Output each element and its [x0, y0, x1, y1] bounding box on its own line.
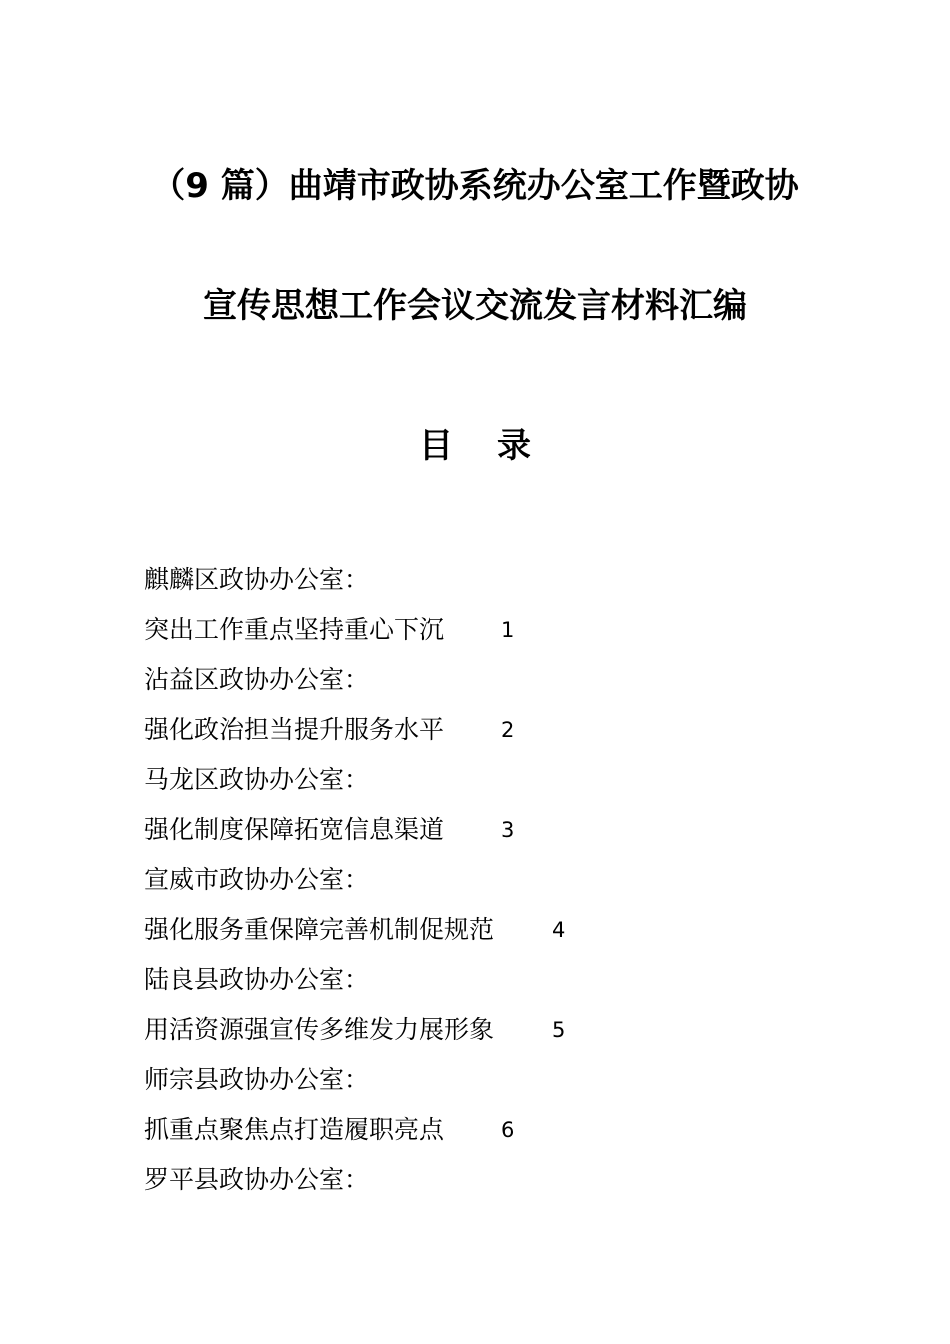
document-title-line-2: 宣传思想工作会议交流发言材料汇编	[203, 286, 747, 326]
toc-heading-char: 目	[419, 426, 453, 466]
toc-section-heading	[144, 955, 844, 1005]
toc-entry	[144, 1105, 844, 1155]
toc-label: 师宗县政协办公室：	[144, 1065, 370, 1094]
table-of-contents	[144, 555, 844, 1205]
toc-label: 沾益区政协办公室：	[144, 665, 370, 694]
toc-page-number: 3	[501, 818, 515, 842]
toc-page-number: 5	[552, 1018, 566, 1042]
toc-label: 罗平县政协办公室：	[144, 1165, 370, 1194]
toc-section-heading	[144, 1155, 844, 1205]
toc-label: 抓重点聚焦点打造履职亮点	[144, 1115, 445, 1144]
toc-label: 宣威市政协办公室：	[144, 865, 370, 894]
toc-label: 突出工作重点坚持重心下沉	[144, 615, 445, 644]
toc-section-heading	[144, 655, 844, 705]
toc-label: 用活资源强宣传多维发力展形象	[144, 1015, 495, 1044]
toc-page-number: 4	[552, 918, 566, 942]
toc-entry	[144, 605, 844, 655]
toc-entry	[144, 705, 844, 755]
toc-page-number: 1	[501, 618, 515, 642]
toc-label: 陆良县政协办公室：	[144, 965, 370, 994]
toc-label: 强化政治担当提升服务水平	[144, 715, 445, 744]
toc-entry	[144, 905, 844, 955]
toc-page-number: 6	[501, 1118, 515, 1142]
toc-label: 麒麟区政协办公室：	[144, 565, 370, 594]
toc-label: 强化制度保障拓宽信息渠道	[144, 815, 445, 844]
toc-entry	[144, 805, 844, 855]
document-title-line-1: （9 篇）曲靖市政协系统办公室工作暨政协	[151, 166, 799, 206]
toc-section-heading	[144, 855, 844, 905]
toc-section-heading	[144, 1055, 844, 1105]
toc-page-number: 2	[501, 718, 515, 742]
toc-label: 强化服务重保障完善机制促规范	[144, 915, 495, 944]
toc-heading-char: 录	[497, 426, 531, 466]
toc-section-heading	[144, 555, 844, 605]
toc-heading	[0, 418, 950, 467]
toc-label: 马龙区政协办公室：	[144, 765, 370, 794]
toc-entry	[144, 1005, 844, 1055]
toc-section-heading	[144, 755, 844, 805]
